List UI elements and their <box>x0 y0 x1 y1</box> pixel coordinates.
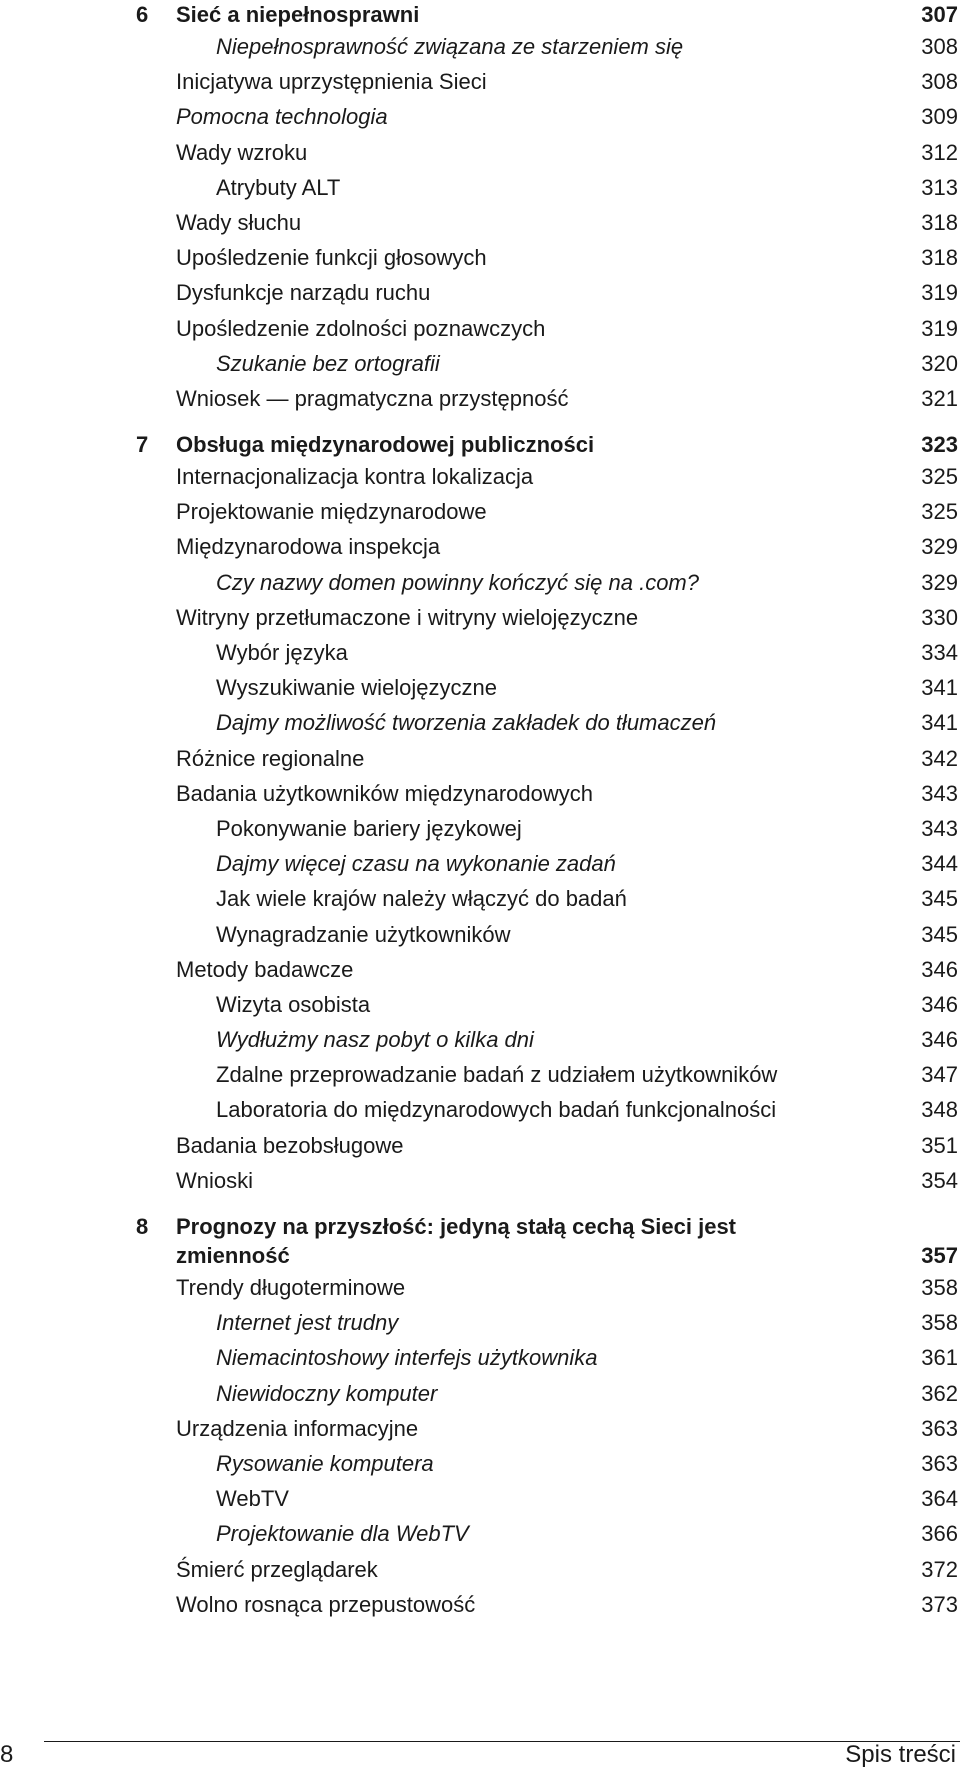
entry-page: 366 <box>921 1521 958 1547</box>
page-footer <box>0 1727 960 1775</box>
entry-title: Wyszukiwanie wielojęzyczne <box>216 675 498 701</box>
toc-entry <box>0 635 960 670</box>
chapter-gap <box>0 416 960 430</box>
entry-page: 334 <box>921 640 958 665</box>
chapter-number: 7 <box>136 432 149 458</box>
toc-entry <box>0 1092 960 1127</box>
entry-page: 362 <box>921 1380 958 1406</box>
entry-page: 358 <box>921 1310 958 1336</box>
entry-title: Badania użytkowników międzynarodowych <box>176 780 593 806</box>
toc-entry <box>0 64 960 99</box>
chapter-title: Sieć a niepełnosprawni <box>176 2 420 27</box>
entry-page: 329 <box>921 534 958 560</box>
entry-page: 318 <box>921 209 958 235</box>
entry-page: 358 <box>921 1275 958 1300</box>
entry-page: 354 <box>921 1167 958 1193</box>
entry-page: 361 <box>921 1345 958 1371</box>
entry-title: Metody badawcze <box>176 956 354 982</box>
toc-entry <box>0 494 960 529</box>
toc-entry <box>0 952 960 987</box>
chapter-page: 357 <box>921 1243 958 1268</box>
entry-title: Wybór języka <box>216 640 348 665</box>
entry-title: Pomocna technologia <box>176 104 388 130</box>
entry-page: 341 <box>921 710 958 736</box>
toc-entry <box>0 1481 960 1516</box>
entry-page: 347 <box>921 1062 958 1088</box>
entry-title: Niepełnosprawność związana ze starzeniem się <box>216 34 684 59</box>
chapter-title: Prognozy na przyszłość: jedyną stałą cechą Sieci jest zmienność <box>176 1214 737 1268</box>
entry-page: 373 <box>921 1591 958 1617</box>
entry-title: Dajmy więcej czasu na wykonanie zadań <box>216 851 616 877</box>
chapter-heading <box>0 430 960 459</box>
toc-entry <box>0 275 960 310</box>
entry-page: 342 <box>921 745 958 771</box>
chapter-page: 323 <box>921 432 958 458</box>
entry-title: Projektowanie międzynarodowe <box>176 499 487 525</box>
entry-page: 309 <box>921 104 958 130</box>
toc-entry <box>0 205 960 240</box>
entry-page: 348 <box>921 1097 958 1123</box>
entry-title: Wady słuchu <box>176 209 302 235</box>
toc-entry <box>0 881 960 916</box>
entry-title: Wady wzroku <box>176 139 308 165</box>
toc-entry <box>0 459 960 494</box>
entry-page: 346 <box>921 991 958 1017</box>
entry-title: Zdalne przeprowadzanie badań z udziałem użytkowników <box>216 1062 778 1088</box>
toc-entry <box>0 99 960 134</box>
toc-entry <box>0 846 960 881</box>
entry-title: Szukanie bez ortografii <box>216 350 440 376</box>
page-number: 8 <box>0 1741 14 1768</box>
entry-title: Jak wiele krajów należy włączyć do badań <box>216 886 627 912</box>
toc-entry <box>0 311 960 346</box>
chapter-gap <box>0 1198 960 1212</box>
chapter-number: 6 <box>136 2 149 27</box>
toc-entry <box>0 917 960 952</box>
toc-entry <box>0 381 960 416</box>
entry-page: 363 <box>921 1450 958 1476</box>
chapter-title: Obsługa międzynarodowej publiczności <box>176 432 595 458</box>
entry-page: 351 <box>921 1132 958 1158</box>
toc-entry <box>0 1305 960 1340</box>
entry-page: 318 <box>921 245 958 271</box>
entry-page: 321 <box>921 385 958 411</box>
entry-page: 325 <box>921 464 958 490</box>
toc-entry <box>0 1057 960 1092</box>
entry-title: Trendy długoterminowe <box>176 1275 406 1300</box>
entry-page: 319 <box>921 280 958 306</box>
entry-page: 308 <box>921 69 958 95</box>
toc-entry <box>0 346 960 381</box>
entry-title: Inicjatywa uprzystępnienia Sieci <box>176 69 487 95</box>
chapter-number: 8 <box>136 1214 149 1239</box>
toc-entry <box>0 776 960 811</box>
toc-entry <box>0 705 960 740</box>
entry-page: 308 <box>921 34 958 59</box>
toc-entry <box>0 1270 960 1305</box>
entry-page: 372 <box>921 1556 958 1582</box>
toc-entry <box>0 29 960 64</box>
toc-entry <box>0 670 960 705</box>
chapter-heading <box>0 1212 960 1270</box>
entry-title: Internacjonalizacja kontra lokalizacja <box>176 464 534 490</box>
toc-entry <box>0 811 960 846</box>
toc-entry <box>0 1128 960 1163</box>
entry-title: Rysowanie komputera <box>216 1450 434 1476</box>
entry-page: 364 <box>921 1486 958 1512</box>
entry-title: WebTV <box>216 1486 289 1512</box>
toc-entry <box>0 1552 960 1587</box>
entry-page: 330 <box>921 604 958 630</box>
entry-page: 344 <box>921 851 958 877</box>
footer-rule <box>44 1741 960 1742</box>
entry-title: Wnioski <box>176 1167 254 1193</box>
entry-page: 343 <box>921 780 958 806</box>
entry-page: 320 <box>921 350 958 376</box>
toc-entry <box>0 1022 960 1057</box>
entry-page: 341 <box>921 675 958 701</box>
toc-entry <box>0 1446 960 1481</box>
entry-page: 325 <box>921 499 958 525</box>
entry-title: Wydłużmy nasz pobyt o kilka dni <box>216 1027 534 1053</box>
entry-title: Witryny przetłumaczone i witryny wielojęzyczne <box>176 604 639 630</box>
toc-entry <box>0 1587 960 1622</box>
toc-entry <box>0 1411 960 1446</box>
toc-entry <box>0 565 960 600</box>
entry-title: Różnice regionalne <box>176 745 365 771</box>
entry-title: Czy nazwy domen powinny kończyć się na .com? <box>216 569 699 595</box>
toc-entry <box>0 1376 960 1411</box>
entry-page: 363 <box>921 1415 958 1441</box>
toc-entry <box>0 600 960 635</box>
entry-title: Wniosek — pragmatyczna przystępność <box>176 385 569 411</box>
entry-title: Dysfunkcje narządu ruchu <box>176 280 431 306</box>
toc-entry <box>0 741 960 776</box>
chapter-page: 307 <box>921 2 958 27</box>
toc-entry <box>0 170 960 205</box>
entry-title: Projektowanie dla WebTV <box>216 1521 469 1547</box>
toc-entry <box>0 1516 960 1551</box>
entry-title: Niemacintoshowy interfejs użytkownika <box>216 1345 598 1371</box>
toc-entry <box>0 135 960 170</box>
entry-title: Śmierć przeglądarek <box>176 1556 378 1582</box>
chapter-heading <box>0 0 960 29</box>
toc-entry <box>0 987 960 1022</box>
entry-title: Atrybuty ALT <box>216 174 341 200</box>
entry-page: 345 <box>921 886 958 912</box>
entry-page: 313 <box>921 174 958 200</box>
entry-title: Badania bezobsługowe <box>176 1132 404 1158</box>
entry-title: Wolno rosnąca przepustowość <box>176 1591 476 1617</box>
entry-page: 319 <box>921 315 958 341</box>
toc-entry <box>0 1163 960 1198</box>
toc-entry <box>0 529 960 564</box>
entry-title: Internet jest trudny <box>216 1310 399 1336</box>
entry-title: Laboratoria do międzynarodowych badań funkcjonalności <box>216 1097 777 1123</box>
entry-title: Urządzenia informacyjne <box>176 1415 419 1441</box>
entry-title: Wizyta osobista <box>216 991 371 1017</box>
entry-title: Niewidoczny komputer <box>216 1380 438 1406</box>
entry-title: Upośledzenie funkcji głosowych <box>176 245 487 271</box>
entry-page: 329 <box>921 569 958 595</box>
toc-entry <box>0 240 960 275</box>
entry-title: Dajmy możliwość tworzenia zakładek do tłumaczeń <box>216 710 717 736</box>
entry-title: Upośledzenie zdolności poznawczych <box>176 315 546 341</box>
entry-page: 312 <box>921 139 958 165</box>
entry-title: Wynagradzanie użytkowników <box>216 921 511 947</box>
entry-page: 345 <box>921 921 958 947</box>
entry-title: Pokonywanie bariery językowej <box>216 815 522 841</box>
toc-entry <box>0 1340 960 1375</box>
entry-page: 343 <box>921 815 958 841</box>
entry-title: Międzynarodowa inspekcja <box>176 534 441 560</box>
entry-page: 346 <box>921 1027 958 1053</box>
entry-page: 346 <box>921 956 958 982</box>
section-title: Spis treści <box>845 1741 956 1768</box>
